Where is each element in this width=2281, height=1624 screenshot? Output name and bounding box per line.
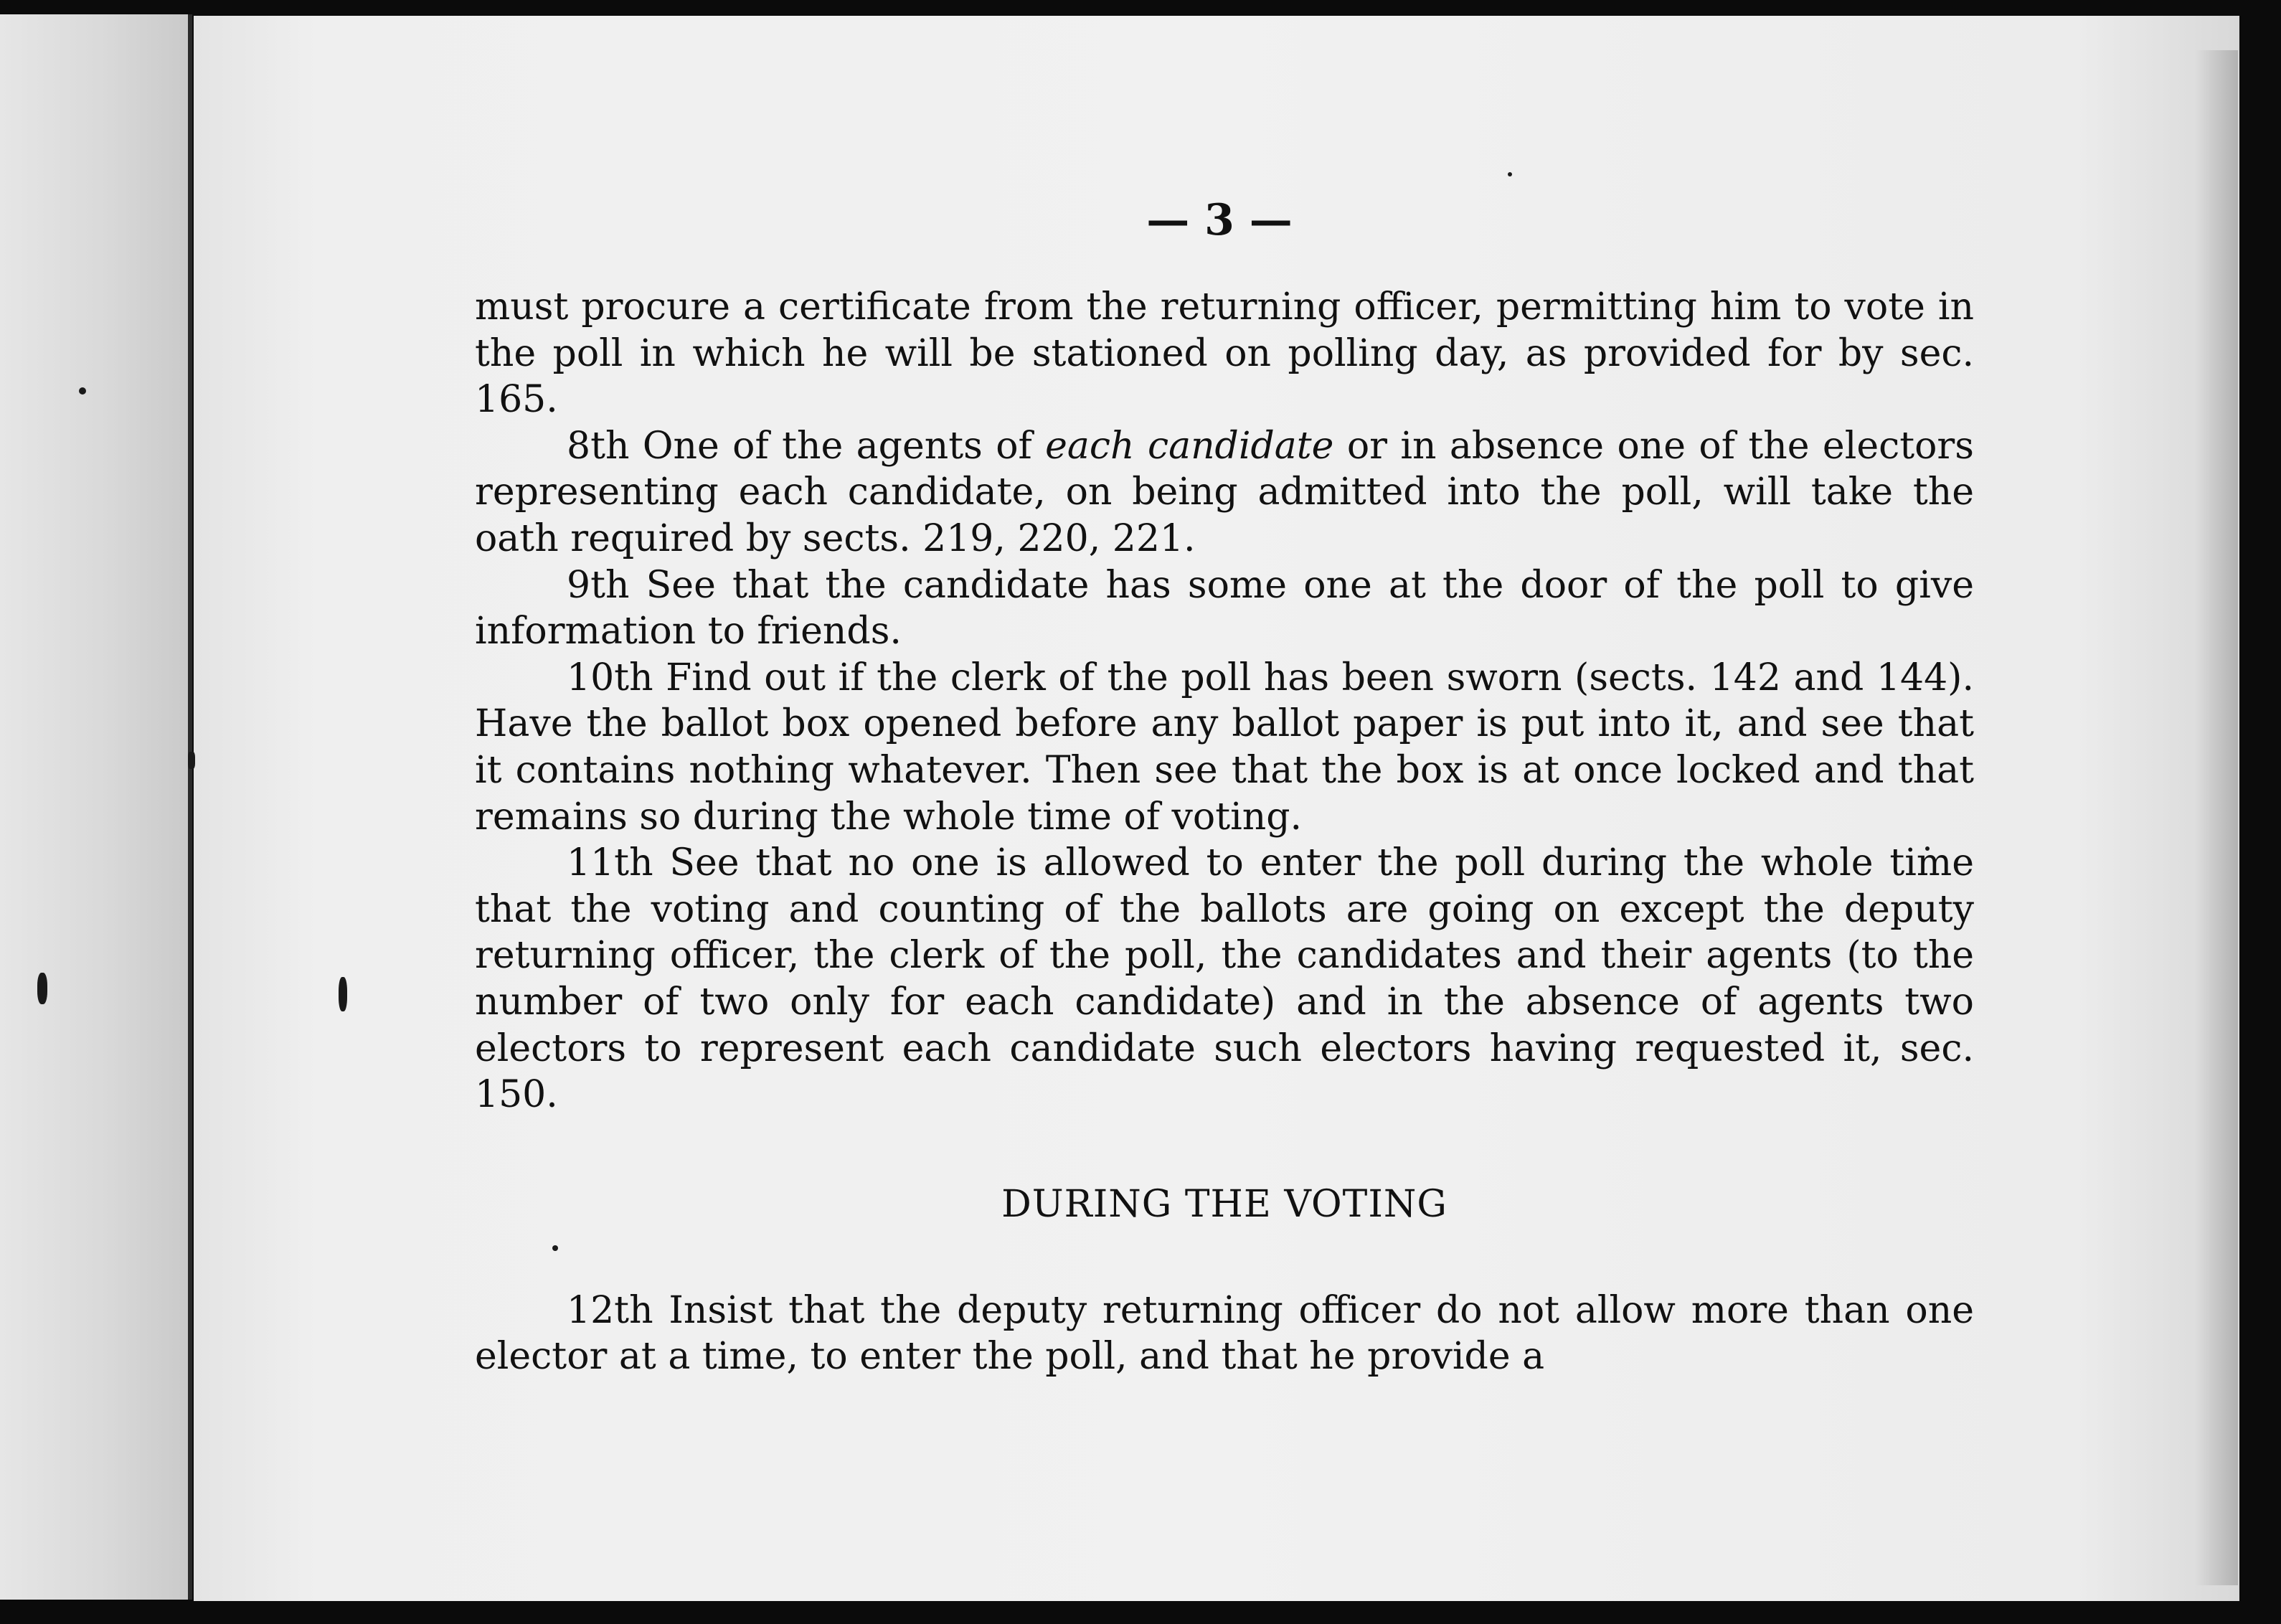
paragraph-10th: 10th Find out if the clerk of the poll has been sworn (sects. 142 and 144). Have the ballot box opened before any ballot paper is put into it, and see that it contains nothing whatever. Then see that the box is at once locked and that remains so during the whole time of voting. — [475, 656, 1974, 839]
paragraph-8th — [475, 423, 1974, 562]
binding-gutter — [188, 14, 192, 1600]
paragraph-9th: 9th See that the candidate has some one at the door of the poll to give information to friends. — [475, 563, 1974, 653]
scan-speck — [188, 752, 195, 769]
paragraph-continuation: must procure a certificate from the returning officer, permitting him to vote in the poll in which he will be stationed on polling day, as provided for by sec. 165. — [475, 285, 1974, 422]
scan-speck — [1508, 172, 1512, 176]
paragraph-12th: 12th Insist that the deputy returning officer do not allow more than one elector at a time, to enter the poll, and that he provide a — [475, 1288, 1974, 1379]
paragraph-8th-text-end: or in absence one of the electors representing each candidate, on being admitted into the poll, will take the oath required by sects. 219, 220, 221. — [475, 424, 1974, 560]
scan-speck — [79, 387, 86, 395]
page-number: — 3 — — [1146, 195, 1293, 245]
paragraph-8th-text-start: 8th One of the agents of — [567, 424, 1046, 468]
left-page-edge — [0, 14, 192, 1600]
page-edge-shadow — [2195, 50, 2238, 1585]
scan-speck — [37, 973, 47, 1004]
scan-speck — [339, 977, 347, 1011]
paragraph-11th: 11th See that no one is allowed to enter the poll during the whole time that the voting and counting of the ballots are going on except the deputy returning officer, the clerk of the poll, the candidates and their agents (to the number of two only for each candidate) and in the absence of agents two electors to represent each candidate such electors having requested it, sec. 150. — [475, 841, 1974, 1117]
section-heading: DURING THE VOTING — [1001, 1182, 1448, 1226]
body-text — [475, 284, 1974, 1380]
paragraph-8th-italic: each candidate — [1045, 424, 1334, 468]
